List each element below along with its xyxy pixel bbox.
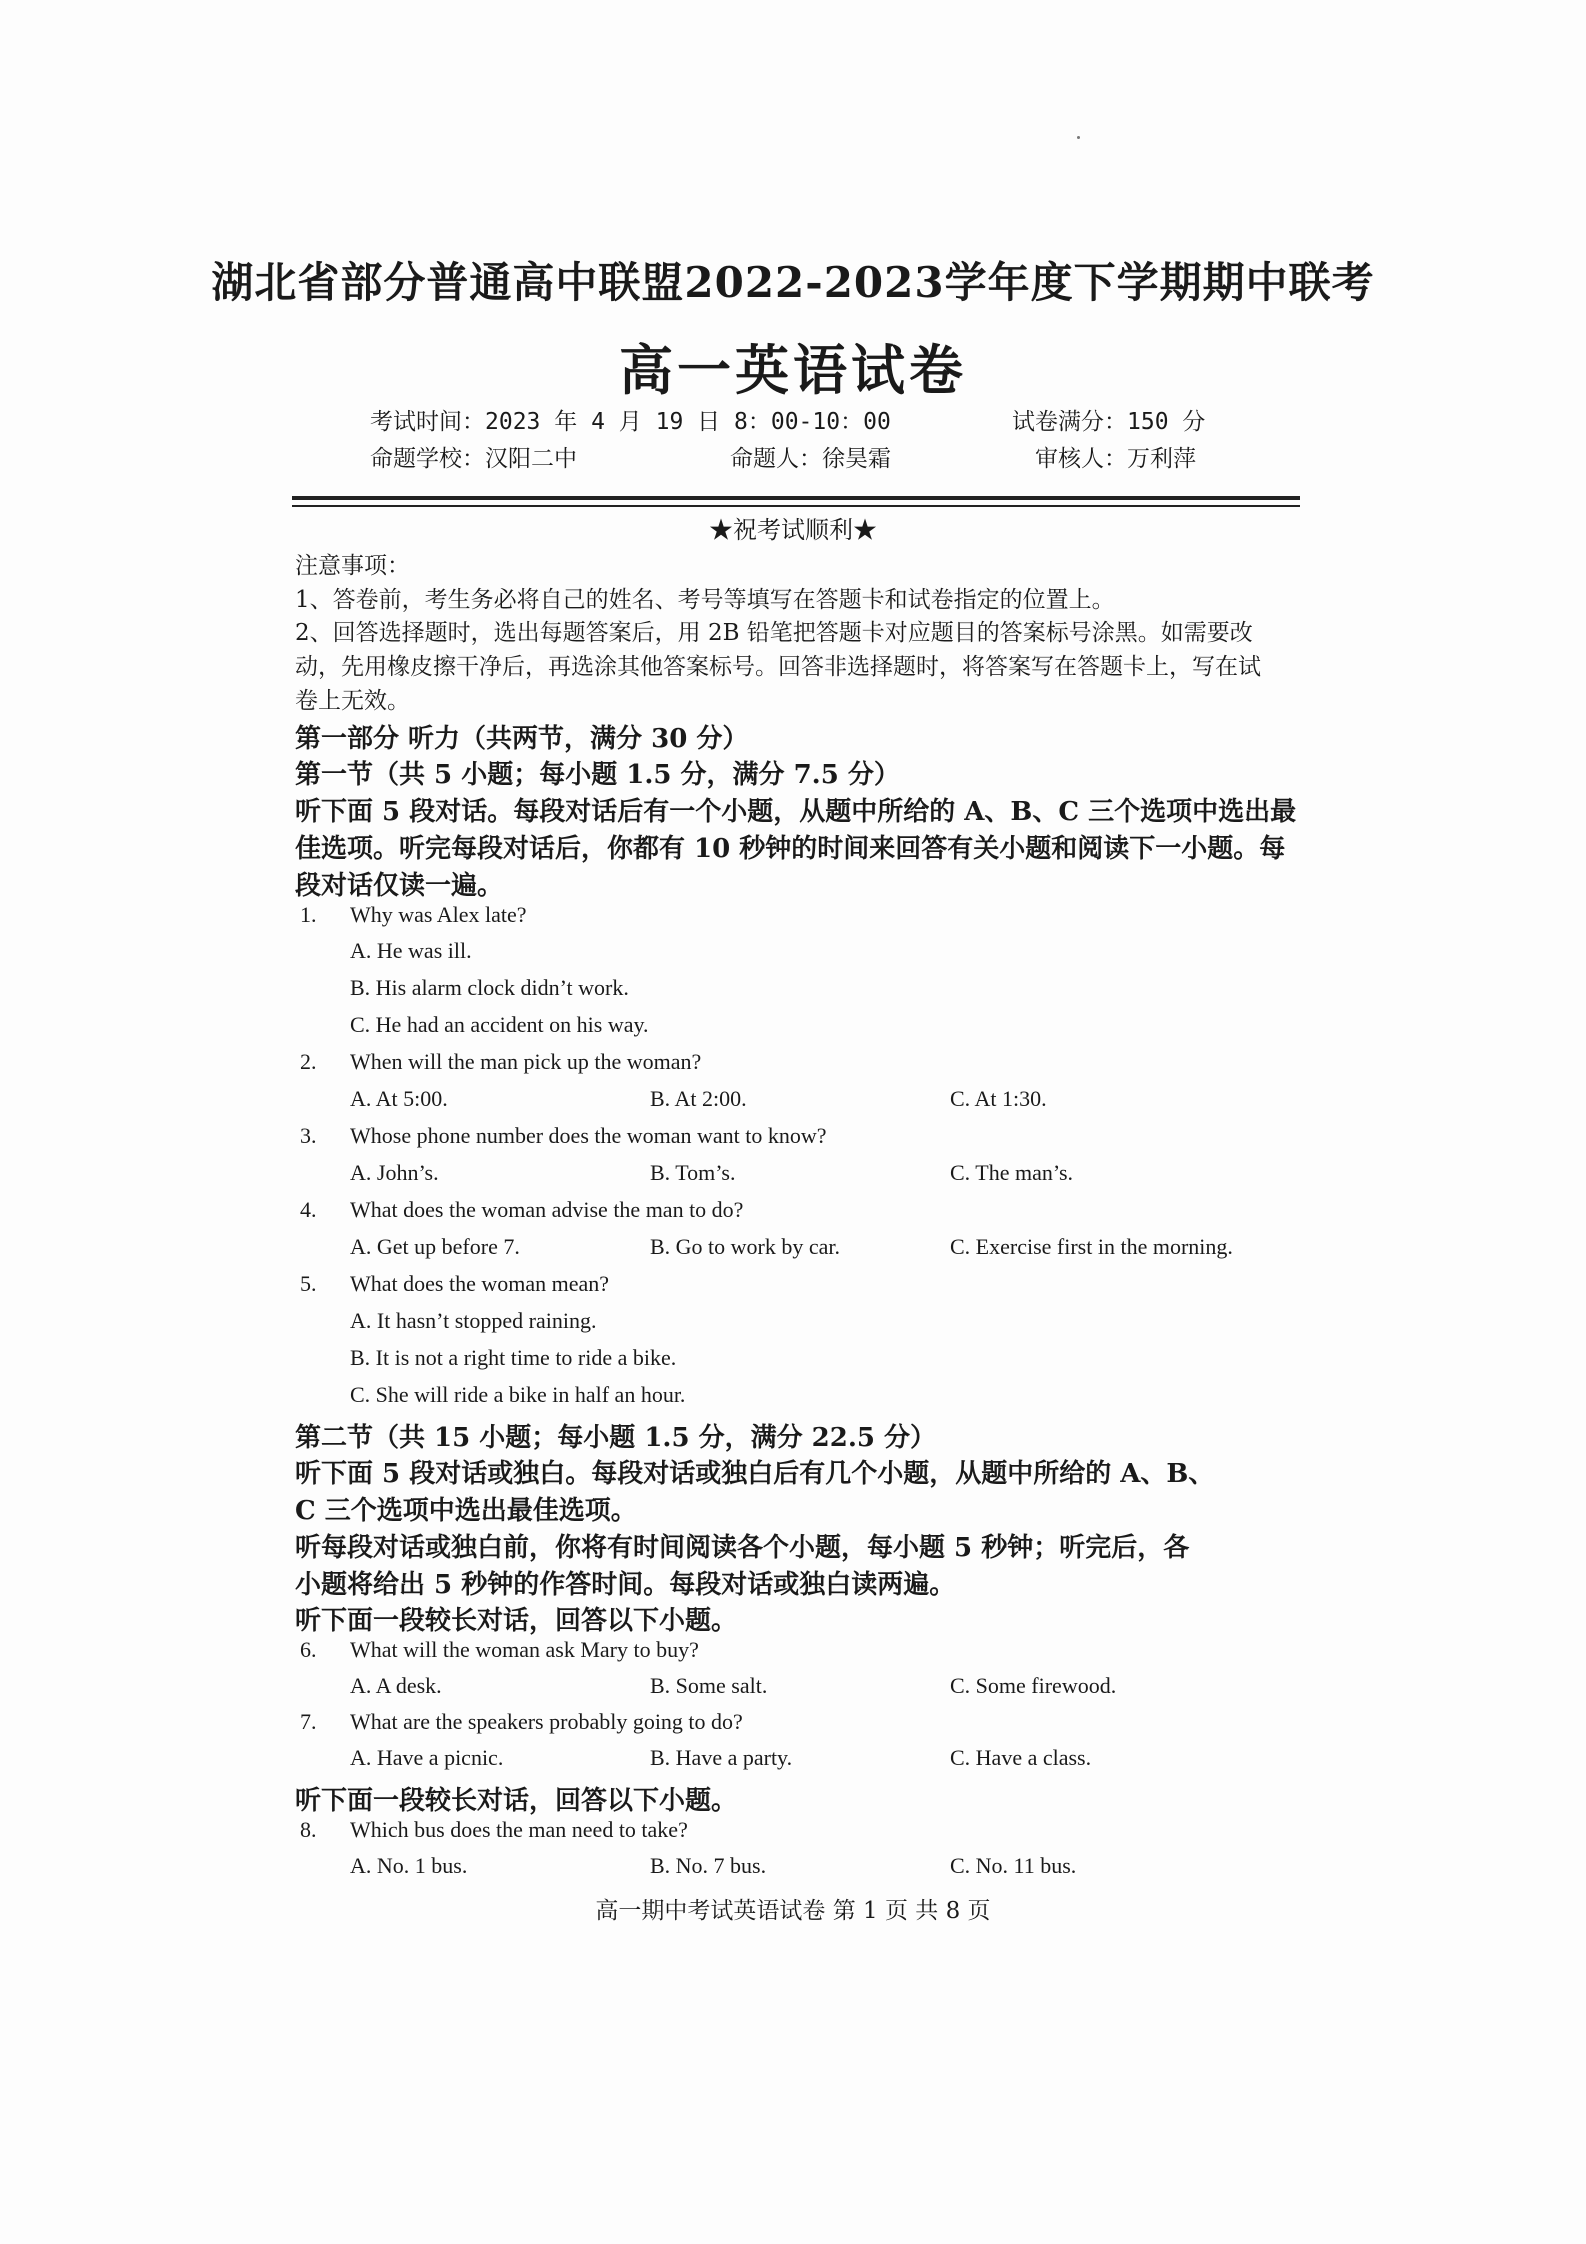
section1-instruction-3: 段对话仅读一遍。 — [295, 871, 504, 901]
option-a: A. Get up before 7. — [350, 1234, 520, 1259]
long-dialog-instruction: 听下面一段较长对话，回答以下小题。 — [295, 1786, 738, 1816]
option-c: C. At 1:30. — [950, 1086, 1047, 1111]
question-number: 3. — [300, 1123, 317, 1148]
option-b: B. Tom’s. — [650, 1160, 736, 1185]
section1-heading: 第一节（共 5 小题；每小题 1.5 分，满分 7.5 分） — [295, 760, 900, 790]
section1-instruction-2: 佳选项。听完每段对话后，你都有 10 秒钟的时间来回答有关小题和阅读下一小题。每 — [295, 834, 1286, 864]
section2-instruction-4: 小题将给出 5 秒钟的作答时间。每段对话或独白读两遍。 — [295, 1570, 956, 1600]
question-text: What will the woman ask Mary to buy? — [350, 1637, 699, 1662]
option-a: A. A desk. — [350, 1673, 442, 1698]
question-number: 8. — [300, 1817, 317, 1842]
question-text: What are the speakers probably going to do? — [350, 1709, 743, 1734]
section2-heading: 第二节（共 15 小题；每小题 1.5 分，满分 22.5 分） — [295, 1423, 937, 1453]
header-rule-thick — [292, 496, 1300, 500]
question-text: Whose phone number does the woman want to know? — [350, 1123, 827, 1148]
question-text: Why was Alex late? — [350, 902, 527, 927]
question-number: 1. — [300, 902, 317, 927]
part1-heading: 第一部分 听力（共两节，满分 30 分） — [295, 724, 749, 754]
section1-instruction-1: 听下面 5 段对话。每段对话后有一个小题，从题中所给的 A、B、C 三个选项中选出最 — [295, 797, 1297, 827]
question-number: 4. — [300, 1197, 317, 1222]
exam-time: 考试时间：2023 年 4 月 19 日 8：00-10：00 — [370, 409, 891, 435]
option-c: C. She will ride a bike in half an hour. — [350, 1382, 686, 1407]
reviewer: 审核人：万利萍 — [1035, 446, 1196, 472]
option-c: C. Some firewood. — [950, 1673, 1117, 1698]
notes-line-2b: 动，先用橡皮擦干净后，再选涂其他答案标号。回答非选择题时，将答案写在答题卡上，写在试 — [295, 654, 1261, 680]
question-text: What does the woman mean? — [350, 1271, 610, 1296]
option-a: A. Have a picnic. — [350, 1745, 504, 1770]
question-number: 5. — [300, 1271, 317, 1296]
option-a: A. He was ill. — [350, 938, 472, 963]
question-text: Which bus does the man need to take? — [350, 1817, 688, 1842]
option-b: B. Some salt. — [650, 1673, 768, 1698]
option-c: C. Have a class. — [950, 1745, 1092, 1770]
option-c: C. No. 11 bus. — [950, 1853, 1077, 1878]
option-a: A. John’s. — [350, 1160, 439, 1185]
option-c: C. He had an accident on his way. — [350, 1012, 649, 1037]
notes-heading: 注意事项： — [295, 553, 410, 579]
question-author: 命题人：徐昊霜 — [730, 446, 891, 472]
exam-subtitle: 高一英语试卷 — [619, 338, 967, 402]
option-b: B. At 2:00. — [650, 1086, 747, 1111]
question-number: 7. — [300, 1709, 317, 1734]
option-b: B. It is not a right time to ride a bike. — [350, 1345, 677, 1370]
section2-instruction-2: C 三个选项中选出最佳选项。 — [295, 1496, 637, 1526]
option-b: B. Have a party. — [650, 1745, 793, 1770]
option-c: C. The man’s. — [950, 1160, 1074, 1185]
long-dialog-instruction: 听下面一段较长对话，回答以下小题。 — [295, 1606, 738, 1636]
option-b: B. His alarm clock didn’t work. — [350, 975, 629, 1000]
option-b: B. Go to work by car. — [650, 1234, 841, 1259]
setting-school: 命题学校：汉阳二中 — [370, 446, 577, 472]
section2-instruction-1: 听下面 5 段对话或独白。每段对话或独白后有几个小题，从题中所给的 A、B、 — [295, 1459, 1215, 1489]
good-luck-banner: ★祝考试顺利★ — [709, 516, 877, 544]
question-number: 2. — [300, 1049, 317, 1074]
page-footer: 高一期中考试英语试卷 第 1 页 共 8 页 — [595, 1898, 991, 1924]
scan-speck — [1077, 136, 1080, 139]
header-rule-thin — [292, 505, 1300, 507]
notes-line-2c: 卷上无效。 — [295, 688, 410, 714]
option-a: A. It hasn’t stopped raining. — [350, 1308, 597, 1333]
section2-instruction-3: 听每段对话或独白前，你将有时间阅读各个小题，每小题 5 秒钟；听完后，各 — [295, 1533, 1190, 1563]
notes-line-2a: 2、回答选择题时，选出每题答案后，用 2B 铅笔把答题卡对应题目的答案标号涂黑。如需要改 — [295, 620, 1253, 646]
option-a: A. No. 1 bus. — [350, 1853, 468, 1878]
option-c: C. Exercise first in the morning. — [950, 1234, 1233, 1259]
full-score: 试卷满分：150 分 — [1012, 409, 1206, 435]
question-number: 6. — [300, 1637, 317, 1662]
exam-title: 湖北省部分普通高中联盟2022-2023学年度下学期期中联考 — [211, 258, 1375, 307]
question-text: When will the man pick up the woman? — [350, 1049, 702, 1074]
notes-line-1: 1、答卷前，考生务必将自己的姓名、考号等填写在答题卡和试卷指定的位置上。 — [295, 587, 1115, 613]
question-text: What does the woman advise the man to do? — [350, 1197, 744, 1222]
option-a: A. At 5:00. — [350, 1086, 448, 1111]
option-b: B. No. 7 bus. — [650, 1853, 767, 1878]
